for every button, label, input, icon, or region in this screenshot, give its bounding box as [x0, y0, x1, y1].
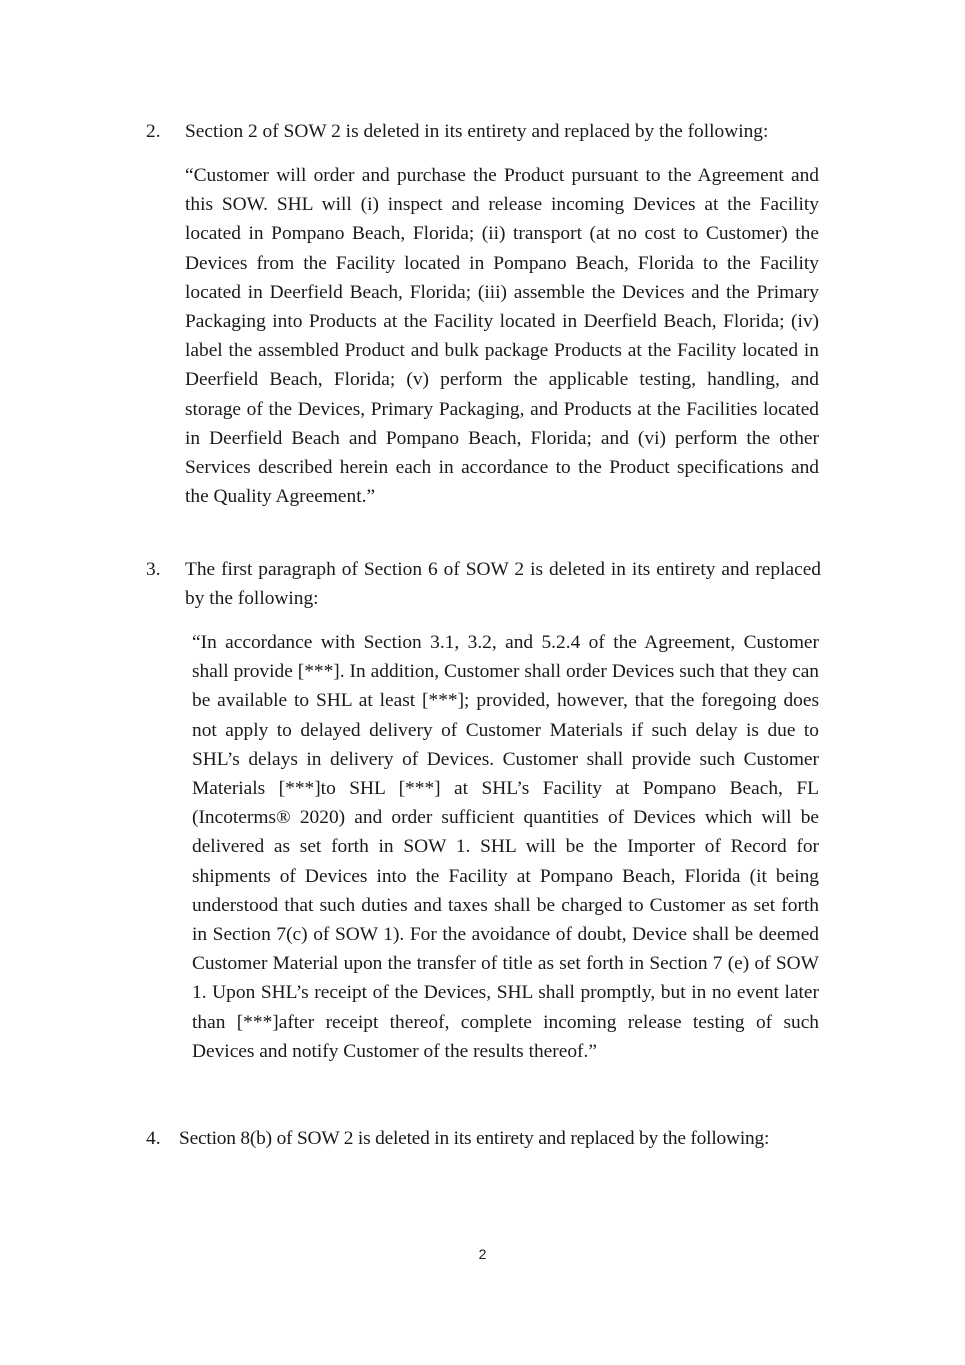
page-number: 2 — [478, 1246, 487, 1262]
replacement-quote: “In accordance with Section 3.1, 3.2, and 5.2.4 of the Agreement, Customer shall provide [***]. In addition, Customer shall order Devices such that they can be available to SHL at least [***]; provided, however, that the foregoing does not apply to delayed delivery of Customer Materials if such delay is due to SHL’s delays in delivery of Devices. Customer shall provide such Customer Materials [***]to SHL [***] at SHL’s Facility at Pompano Beach, FL (Incoterms® 2020) and order sufficient quantities of Devices which will be delivered as set forth in SOW 1. SHL will be the Importer of Record for shipments of Devices into the Facility at Pompano Beach, Florida (it being understood that such duties and taxes shall be charged to Customer as set forth in Section 7(c) of SOW 1). For the avoidance of doubt, Device shall be deemed Customer Material upon the transfer of title as set forth in Section 7 (e) of SOW 1. Upon SHL’s receipt of the Devices, SHL shall promptly, but in no event later than [***]after receipt thereof, complete incoming release testing of such Devices and notify Customer of the results thereof.” — [192, 632, 819, 1062]
item-number: 3. — [146, 559, 161, 580]
item-text: Section 8(b) of SOW 2 is deleted in its entirety and replaced by the following: — [179, 1128, 770, 1149]
item-number: 4. — [146, 1128, 161, 1149]
replacement-quote: “Customer will order and purchase the Product pursuant to the Agreement and this SOW. SHL will (i) inspect and release incoming Devices at the Facility located in Pompano Beach, Florida; (ii) transport (at no cost to Customer) the Devices from the Facility located in Pompano Beach, Florida to the Facility located in Deerfield Beach, Florida; (iii) assemble the Devices and the Primary Packaging into Products at the Facility located in Deerfield Beach, Florida; (iv) label the assembled Product and bulk package Products at the Facility located in Deerfield Beach, Florida; (v) perform the applicable testing, handling, and storage of the Devices, Primary Packaging, and Products at the Facilities located in Deerfield Beach and Pompano Beach, Florida; and (vi) perform the other Services described herein each in accordance to the Product specifications and the Quality Agreement.” — [185, 165, 819, 508]
section-item-4 — [146, 1124, 826, 1153]
item-text: Section 2 of SOW 2 is deleted in its entirety and replaced by the following: — [185, 121, 769, 142]
item-text: The first paragraph of Section 6 of SOW 2 is deleted in its entirety and replaced by the following: — [185, 559, 821, 610]
section-item-2 — [146, 117, 821, 146]
item-number: 2. — [146, 121, 161, 142]
section-item-3 — [146, 555, 821, 613]
